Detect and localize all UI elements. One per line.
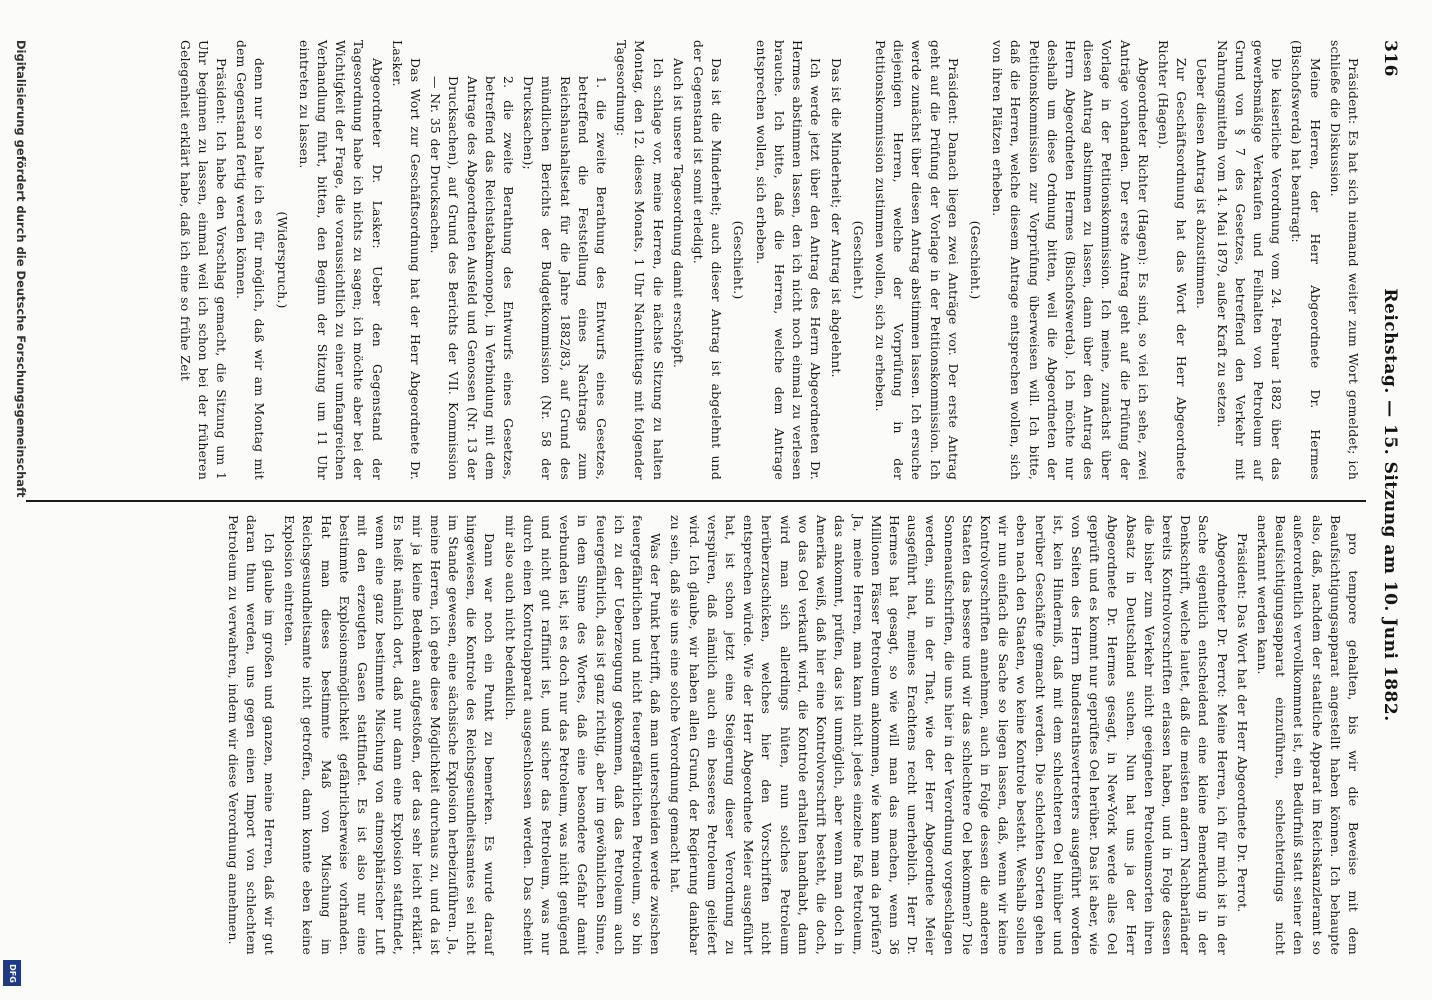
stage-direction: (Geschieht.) bbox=[850, 220, 866, 300]
paragraph: Meine Herren, der Herr Abgeordnete Dr. Hermes (Bischofswerda) hat beantragt: bbox=[1289, 40, 1323, 480]
paragraph: Ich schlage vor, meine Herren, die nächste Sitzung zu halten Montag, den 12. dieses Monats, 1 Uhr Nachmittags mit folgender Tagesordnung: bbox=[614, 40, 666, 480]
paragraph: Präsident: Das Wort hat der Herr Abgeordnete Dr. Perrot. bbox=[1234, 533, 1250, 913]
paragraph: Ich werde jetzt über den Antrag des Herrn Abgeordneten Dr. Hermes abstimmen lassen, den ich nicht noch einmal zu verlesen brauche. Ich bitte, daß die Herren, welche dem Antrage entsprechen wollen, sich erheben. bbox=[753, 40, 824, 480]
paragraph: Auch ist unsere Tagesordnung damit erschöpft. bbox=[670, 58, 686, 369]
column-right bbox=[173, 40, 1362, 480]
document-page bbox=[20, 40, 1400, 970]
paragraph: denn nur so halte ich es für möglich, daß wir am Montag mit dem Gegenstand fertig werden können. bbox=[234, 40, 268, 480]
paragraph: Abgeordneter Dr. Perrot: Meine Herren, ich für mich ist in der Sache eigentlich entscheidend eine kleine Bemerkung in der Denkschrift, welche lautet, daß die meisten andern Nachbarländer bereits Kontrolvorschriften erlassen haben, und in Folge dessen die bisher zum Verkehr nicht geeigneten Petroleumsorten ihren Absatz in Deutschland suchen. Nun hat uns ja der Herr Abgeordnete Dr. Hermes gesagt, in New-York werde alles Oel geprüft und es kommt nur geprüftes Oel herüber. Das ist aber, wie von Seiten des Herrn Bundesrathsvertreters ausgeführt worden ist, kein Hinderniß, daß mit dem schlechteren Oel hinüber und herüber Geschäfte gemacht werden. Die schlechten Sorten gehen eben nach den Staaten, wo keine Kontrole besteht. Weshalb sollen wir nun einfach die Sache so liegen lassen, daß, wenn wir keine Kontrolvorschriften annehmen, auch in Folge dessen die anderen Staaten das bessere und wir das schlechtere Oel bekommen? Die Sonnenaufschriften, die uns hier in der Verordnung vorgeschlagen werden, sind in der That, wie der Herr Abgeordnete Meier ausgeführt hat, meines Erachtens recht unerheblich. Herr Dr. Hermes hat gesagt, so wie will man das machen, wenn 36 Millionen Fässer Petroleum ankommen, wie kann man da prüfen? Ja, meine Herren, man kann nicht jedes einzelne Faß Petroleum, das ankommt, prüfen, das ist unmöglich, aber wenn man doch in Amerika weiß, daß hier eine Kontrolvorschrift besteht, die doch, wo das Oel verkauft wird, die Kontrole erhalten handhabt, dann wird man sich allerdings hüten, nun solches Petroleum herüberzuschicken, welches hier den Vorschriften nicht entsprechen würde. Wie der Herr Abgeordnete Meier ausgeführt hat, ist schon jetzt eine Steigerung dieser Verordnung zu verspüren, daß nämlich auch ein besseres Petroleum geliefert wird. Ich glaube, wir haben allen Grund, der Regierung dankbar zu sein, daß sie uns eine solche Verordnung gemacht hat. bbox=[668, 515, 1230, 955]
paragraph: Die kaiserliche Verordnung vom 24. Februar 1882 über das gewerbsmäßige Verkaufen und Feilhalten von Petroleum auf Grund von § 7 des Gesetzes, betreffend den Verkehr mit Nahrungsmitteln vom 14. Mai 1879, außer Kraft zu setzen. bbox=[1214, 40, 1285, 480]
footer-credit-text: Digitalisierung gefördert durch die Deutsche Forschungsgemeinschaft bbox=[14, 40, 28, 498]
column-left bbox=[221, 515, 1362, 955]
stage-direction: (Geschieht.) bbox=[731, 220, 747, 300]
paragraph: Was der Punkt betrifft, daß man unterscheiden werde zwischen feuergefährlichen und nicht feuergefährlichen Petroleum, so bin ich zu der Ueberzeugung gekommen, daß das Petroleum auch feuergefährlich, das ist ganz richtig, aber im gewöhnlichen Sinne, in dem Sinne des Wortes, daß eine besondere Gefahr damit verbunden ist, ist es doch nur das Petroleum, was nicht genügend und nicht gut raffinirt ist, und sicher das Petroleum, was nur durch einen Kontrolapparat ausgeschlossen werden. Das scheint mir also auch nicht bedenklich. bbox=[502, 515, 664, 955]
paragraph: Abgeordneter Dr. Lasker: Ueber den Gegenstand der Tagesordnung habe ich nichts zu sagen; ich möchte aber bei der Wichtigkeit der Frage, die voraussichtlich zu einer umfangreichen Verhandlung führt, bitten, den Beginn der Sitzung um 11 Uhr eintreten zu lassen. bbox=[296, 40, 385, 480]
paragraph: Das ist die Minderheit; der Antrag ist abgelehnt. bbox=[828, 58, 844, 378]
paragraph: Ich glaube im großen und ganzen, meine Herren, daß wir gut daran thun werden, uns gegen einen Import von schlechtem Petroleum zu verwahren, indem wir diese Verordnung annehmen. bbox=[225, 515, 278, 955]
column-divider bbox=[26, 500, 1366, 502]
page-header bbox=[1370, 40, 1400, 970]
paragraph: Präsident: Ich habe den Vorschlag gemacht, die Sitzung um 1 Uhr beginnen zu lassen, einmal weil ich schon bei der früheren Gelegenheit erklärt habe, daß ich eine so frühe Zeit bbox=[177, 40, 230, 480]
paragraph: Präsident: Es hat sich niemand weiter zum Wort gemeldet; ich schließe die Diskussion. bbox=[1327, 40, 1361, 480]
paragraph: Das Wort zur Geschäftsordnung hat der Herr Abgeordnete Dr. Lasker. bbox=[389, 40, 424, 480]
paragraph: Das ist die Minderheit; auch dieser Antrag ist abgelehnt und der Gegenstand ist somit erledigt. bbox=[691, 40, 725, 480]
paragraph: Präsident: Danach liegen zwei Anträge vor. Der erste Antrag geht auf die Prüfung der Vorlage in der Petitionskommission. Ich werde zunächst über diesen Antrag abstimmen lassen. Ich ersuche diejenigen Herren, welche der Vorprüfung in der Petitionskommission zustimmen wollen, sich zu erheben. bbox=[872, 40, 961, 480]
dfg-logo bbox=[3, 960, 21, 986]
footer-credit bbox=[7, 40, 30, 990]
dfg-logo-text: DFG bbox=[7, 963, 17, 983]
paragraph: Abgeordneter Richter (Hagen): Es sind, so viel ich sehe, zwei Anträge vorhanden. Der erste Antrag geht auf die Prüfung der Vorlage in der Petitionskommission. Ich meine, zunächst über diesen Antrag abstimmen zu lassen, dann über den Antrag des Herrn Abgeordneten Hermes (Bischofswerda). Ich möchte nur deshalb um diese Ordnung bitten, weil die Abgeordneten der Petitionskommission zur Vorprüfung überweisen will. Ich bitte, daß die Herren, welche diesem Antrage entsprechen wollen, sich von ihren Plätzen erheben. bbox=[990, 40, 1151, 480]
stage-direction: (Widerspruch.) bbox=[274, 211, 290, 309]
page-number: 316 bbox=[1380, 40, 1400, 77]
paragraph: Dann war noch ein Punkt zu bemerken. Es wurde darauf hingewiesen, die Kontrole des Reichsgesundheitsamtes sei nicht im Stande gewesen, eine sächsische Explosion herbeizuführen. Ja, meine Herren, ich gebe diese Möglichkeit durchaus zu, und da ist mir ja kleine Bedenken aufgestoßen, der das sehr leicht erklärt. Es heißt nämlich dort, daß nur dann eine Explosion stattfindet, wenn eine ganz bestimmte Mischung von atmosphärischer Luft mit den erzeugten Gasen stattfindet. Es ist also nur eine bestimmte Explosionsmöglichkeit gefährlicherweise vorhanden. Hat man dieses bestimmte Maß von Mischung im Reichsgesundheitsamte nicht getroffen, dann konnte eben keine Explosion eintreten. bbox=[282, 515, 498, 955]
paragraph: Zur Geschäftsordnung hat das Wort der Herr Abgeordnete Richter (Hagen). bbox=[1155, 40, 1190, 480]
stage-direction: (Geschieht.) bbox=[967, 220, 983, 300]
paragraph: pro tempore gehalten, bis wir die Beweise mit dem Beaufsichtigungsapparat angestellt haben können. Ich behaupte also, daß, nachdem der staatliche Apparat im Reichskanzleramt so außerordentlich vervollkommnet ist, ein Bedürfniß statt seiner den Beaufsichtigungsapparat einzuführen, schlechterdings nicht anerkannt werden kann. bbox=[1254, 515, 1361, 955]
paragraph: 1. die zweite Berathung des Entwurfs eines Gesetzes, betreffend die Feststellung eines Nachtrags zum Reichshaushaltsetat für die Jahre 1882/83, auf Grund des mündlichen Berichts der Budgetkommission (Nr. 58 der Drucksachen); bbox=[521, 76, 610, 480]
paragraph: 2. die zweite Berathung des Entwurfs eines Gesetzes, betreffend das Reichstabakmonopol, in Verbindung mit dem Antrage des Abgeordneten Ausfeld und Genossen (Nr. 13 der Drucksachen), auf Grund des Berichts der VII. Kommission — Nr. 35 der Drucksachen. bbox=[428, 76, 517, 480]
paragraph: Ueber diesen Antrag ist abzustimmen. bbox=[1194, 58, 1210, 310]
running-title: Reichstag. — 15. Sitzung am 10. Juni 1882. bbox=[1380, 288, 1400, 722]
